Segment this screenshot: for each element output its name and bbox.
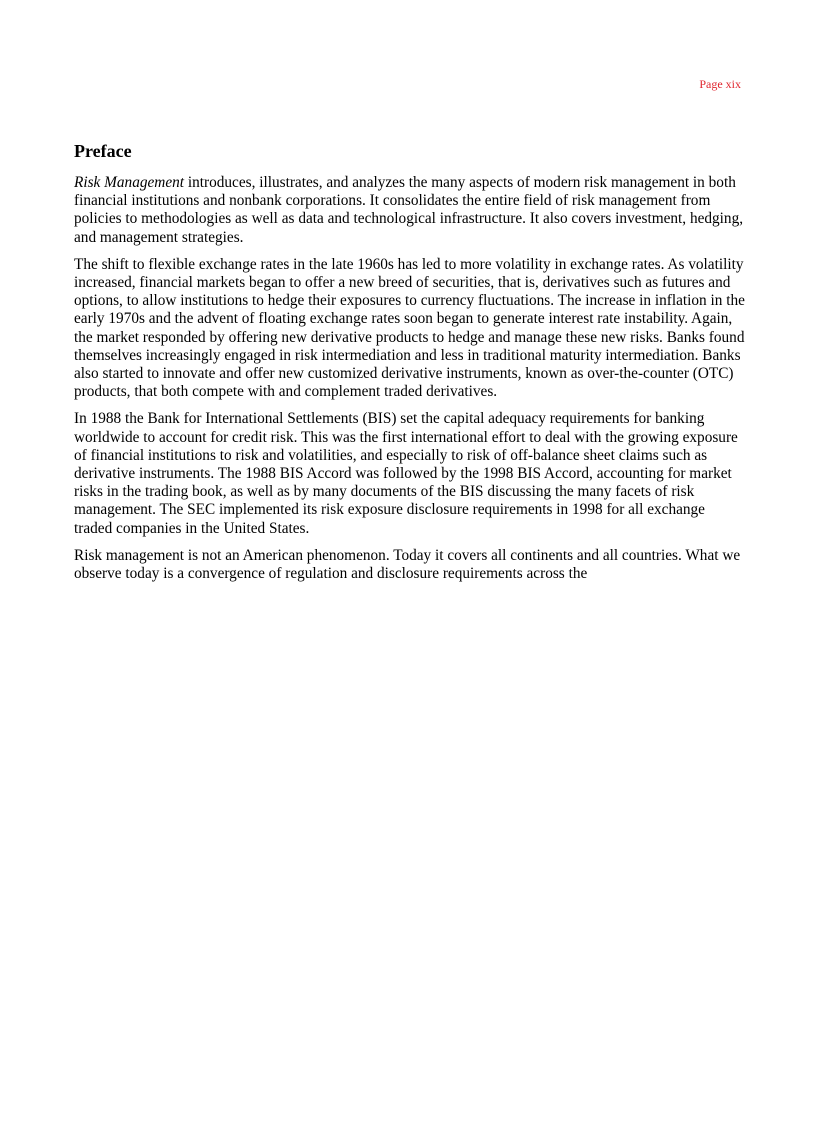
paragraph-2: The shift to flexible exchange rates in the late 1960s has led to more volatility in exchange rates. As volatility increased, financial markets began to offer a new breed of securities, that is, derivatives such as futures and options, to allow institutions to hedge their exposures to currency fluctuations. The increase in inflation in the early 1970s and the advent of floating exchange rates soon began to generate interest rate instability. Again, the market responded by offering new derivative products to hedge and manage these new risks. Banks found themselves increasingly engaged in risk intermediation and less in traditional maturity intermediation. Banks also started to innovate and offer new customized derivative instruments, known as over-the-counter (OTC) products, that both compete with and complement traded derivatives. — [74, 255, 745, 401]
section-heading: Preface — [74, 141, 132, 161]
book-title-italic: Risk Management — [74, 174, 185, 191]
preface-section — [74, 140, 746, 592]
paragraph-1-text: introduces, illustrates, and analyzes the many aspects of modern risk management in both financial institutions and nonbank corporations. It consolidates the entire field of risk management from policies to methodologies as well as data and technological infrastructure. It also covers investment, hedging, and management strategies. — [74, 174, 744, 246]
paragraph-3: In 1988 the Bank for International Settlements (BIS) set the capital adequacy requirements for banking worldwide to account for credit risk. This was the first international effort to deal with the growing exposure of financial institutions to risk and volatilities, and especially to risk of off-balance sheet claims such as derivative instruments. The 1988 BIS Accord was followed by the 1998 BIS Accord, accounting for market risks in the trading book, as well as by many documents of the BIS discussing the many facets of risk management. The SEC implemented its risk exposure disclosure requirements in 1998 for all exchange traded companies in the United States. — [74, 410, 738, 537]
page-number: Page xix — [699, 77, 741, 91]
paragraph-1 — [74, 174, 746, 247]
paragraph-4: Risk management is not an American phenomenon. Today it covers all continents and all countries. What we observe today is a convergence of regulation and disclosure requirements across the — [74, 546, 741, 583]
